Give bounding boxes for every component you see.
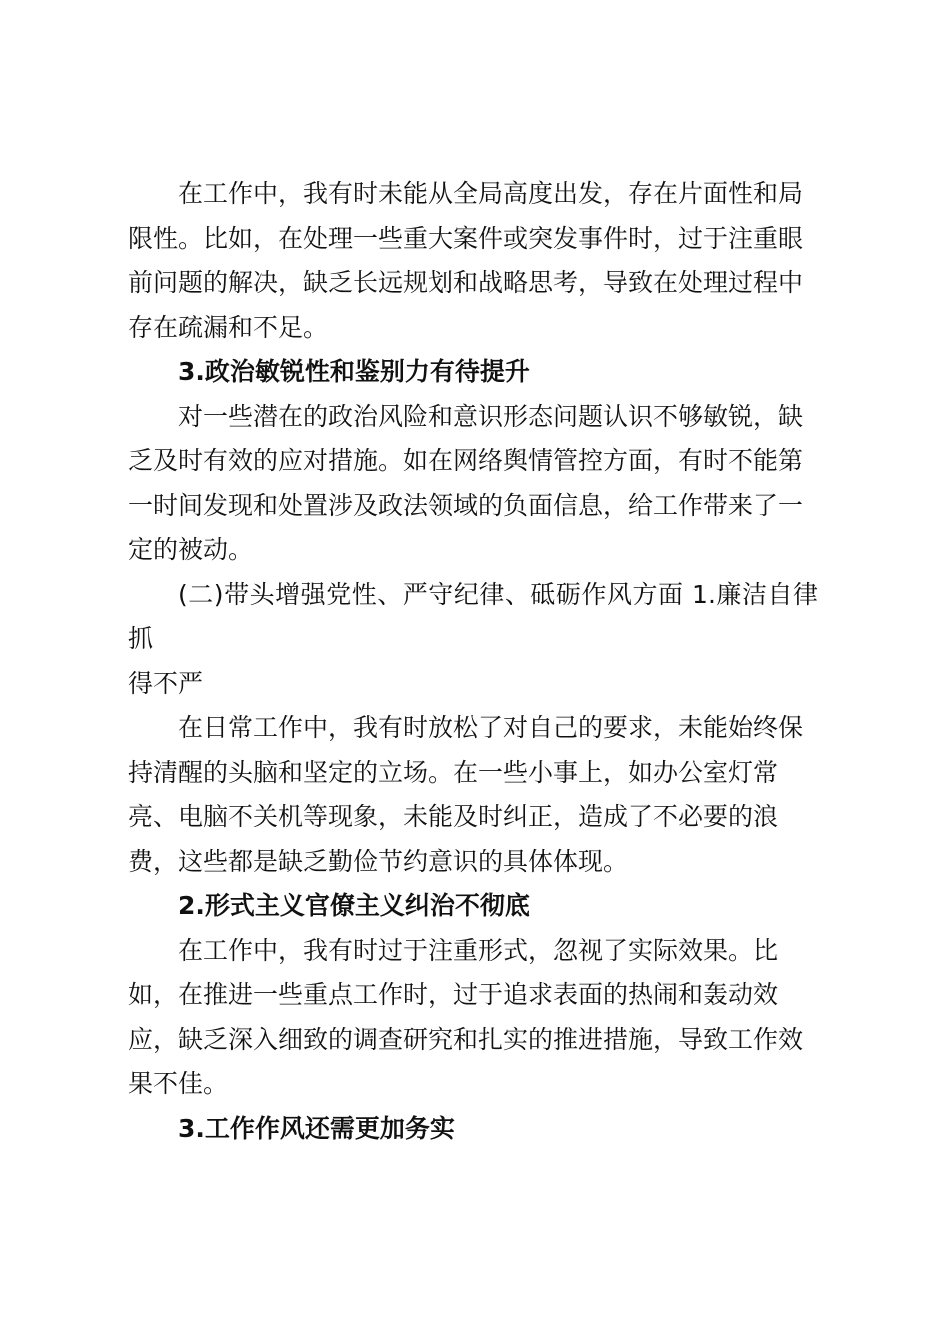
paragraph-self-discipline: 在日常工作中，我有时放松了对自己的要求，未能始终保 持清醒的头脑和坚定的立场。在一些小事上，如办公室灯常 亮、电脑不关机等现象，未能及时纠正，造成了不必要的浪 费，这些都是缺乏勤俭节约意识的具体体现。 bbox=[128, 713, 804, 876]
paragraph-formalism: 在工作中，我有时过于注重形式，忽视了实际效果。比 如，在推进一些重点工作时，过于追求表面的热闹和轰动效 应，缺乏深入细致的调查研究和扎实的推进措施，导致工作效 果不佳。 bbox=[128, 935, 804, 1098]
paragraph-section-two-title: (二)带头增强党性、严守纪律、砥砺作风方面 1.廉洁自律抓 得不严 bbox=[128, 579, 818, 698]
document-body bbox=[128, 172, 818, 1151]
paragraph-overall-view: 在工作中，我有时未能从全局高度出发，存在片面性和局 限性。比如，在处理一些重大案件或突发事件时，过于注重眼 前问题的解决，缺乏长远规划和战略思考，导致在处理过程中 存在疏漏和不足。 bbox=[128, 179, 804, 342]
heading-political-sensitivity: 3.政治敏锐性和鉴别力有待提升 bbox=[178, 357, 530, 386]
paragraph-political-risk: 对一些潜在的政治风险和意识形态问题认识不够敏锐，缺 乏及时有效的应对措施。如在网络舆情管控方面，有时不能第 一时间发现和处置涉及政法领域的负面信息，给工作带来了一 定的被动。 bbox=[128, 401, 804, 564]
heading-formalism: 2.形式主义官僚主义纠治不彻底 bbox=[178, 891, 530, 920]
heading-work-style: 3.工作作风还需更加务实 bbox=[178, 1113, 455, 1143]
